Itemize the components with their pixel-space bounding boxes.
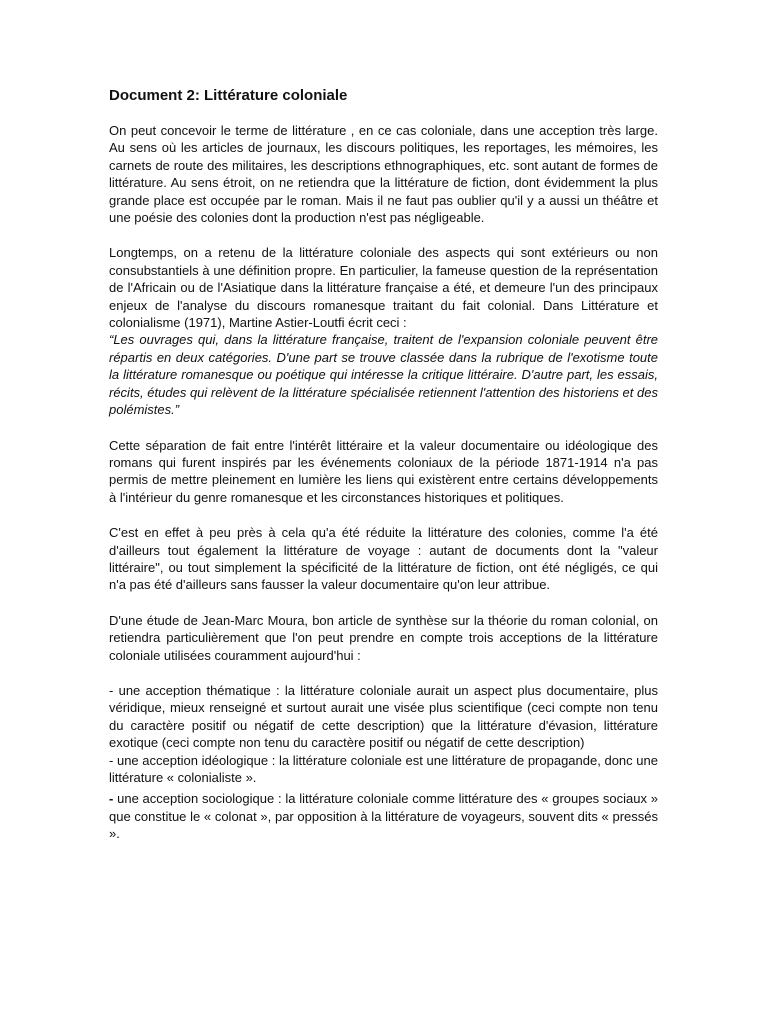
list-item-sociologique-text: une acception sociologique : la littérature coloniale comme littérature des « groupes sociaux » que constitue le « colonat », par opposition à la littérature de voyageurs, souvent dits « pressés ». [109,791,658,842]
paragraph-2-quote: “Les ouvrages qui, dans la littérature française, traitent de l'expansion coloniale peuvent être répartis en deux catégories. D'une part se trouve classée dans la rubrique de l'exotisme toute la littérature romanesque ou poétique qui intéresse la critique littéraire. D'autre part, les essais, récits, études qui relèvent de la littérature spécialisée retiennent l'attention des historiens et des polémistes.” [109,332,658,418]
paragraph-4 [109,524,658,594]
paragraph-5-text: D'une étude de Jean-Marc Moura, bon article de synthèse sur la théorie du roman colonial, on retiendra particulièrement que l'on peut prendre en compte trois acceptions de la littérature coloniale utilisées couramment aujourd'hui : [109,612,658,663]
paragraph-1-text: On peut concevoir le terme de littérature , en ce cas coloniale, dans une acception très large. Au sens où les articles de journaux, les discours politiques, les reportages, les mémoires, les carnets de route des militaires, les descriptions ethnographiques, etc. sont autant de formes de littérature. Au sens étroit, on ne retiendra que la littérature de fiction, dont évidemment la plus grande place est occupée par le roman. Mais il ne faut pas oublier qu'il y a aussi un théâtre et une poésie des colonies dont la production n'est pas négligeable. [109,123,658,226]
list-item-thematique: - une acception thématique : la littérature coloniale aurait un aspect plus documentaire, plus véridique, mieux renseigné et surtout aurait une visée plus scientifique (ceci compte non tenu du caractère positif ou négatif de cette description) que la littérature d'évasion, littérature exotique (ceci compte non tenu du caractère positif ou négatif de cette description) [109,682,658,751]
list-item-sociologique [109,790,658,842]
paragraph-2 [109,244,658,418]
paragraph-4-text: C'est en effet à peu près à cela qu'a été réduite la littérature des colonies, comme l'a été d'ailleurs tout également la littérature de voyage : autant de documents dont la "valeur littéraire", ou tout simplement la spécificité de la littérature de fiction, ont été négligés, ce qui n'a pas été d'ailleurs sans fausser la valeur documentaire qu'on leur attribue. [109,525,658,593]
paragraph-1 [109,122,658,226]
list-dash: - [109,791,114,807]
list-item-ideologique: - une acception idéologique : la littérature coloniale est une littérature de propagande, donc une littérature « colonialiste ». [109,752,658,785]
paragraph-3-text: Cette séparation de fait entre l'intérêt littéraire et la valeur documentaire ou idéologique des romans qui furent inspirés par les événements coloniaux de la période 1871-1914 n'a pas permis de mettre pleinement en lumière les liens qui existèrent entre certains développements à l'intérieur du genre romanesque et les circonstances historiques et politiques. [109,437,658,505]
acceptions-list [109,682,658,843]
paragraph-3 [109,437,658,507]
document-title: Document 2: Littérature coloniale [109,87,348,104]
paragraph-5 [109,612,658,664]
paragraph-2-intro: Longtemps, on a retenu de la littérature coloniale des aspects qui sont extérieurs ou non consubstantiels à une définition propre. En particulier, la fameuse question de la représentation de l'Africain ou de l'Asiatique dans la littérature française a été, et demeure l'un des principaux enjeux de l'analyse du discours romanesque traitant du fait colonial. Dans Littérature et colonialisme (1971), Martine Astier-Loutfi écrit ceci : [109,245,658,331]
document-page [109,86,658,843]
